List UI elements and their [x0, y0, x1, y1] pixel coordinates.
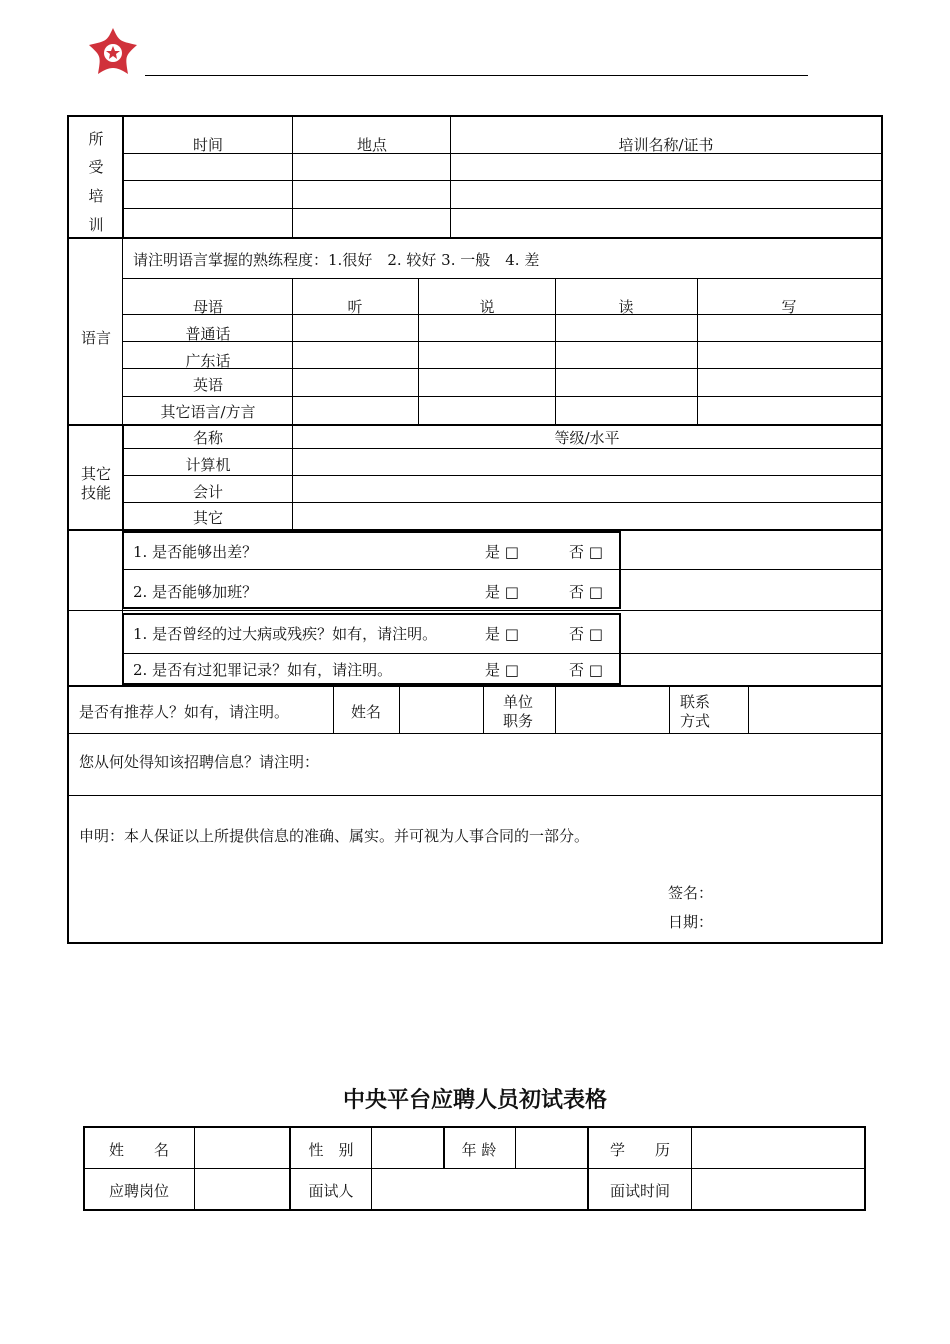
referee-contact-label: 方式	[679, 712, 711, 730]
skills-name-header: 名称	[192, 429, 224, 447]
skills-label: 技能	[80, 484, 112, 502]
skills-row-label: 其它	[192, 509, 224, 527]
interviewer-label: 面试人	[308, 1182, 354, 1200]
skills-row-label: 计算机	[185, 456, 231, 474]
interview-name-label: 姓 名	[108, 1141, 170, 1159]
signature-label: 签名：	[668, 884, 714, 902]
training-label-char: 所	[88, 130, 104, 148]
language-label: 语言	[80, 329, 112, 347]
training-place-header: 地点	[356, 136, 388, 154]
question-text: 2. 是否有过犯罪记录？如有，请注明。	[133, 661, 393, 679]
language-read-header: 读	[618, 298, 634, 316]
training-label-char: 受	[88, 158, 104, 176]
question-yes-checkbox[interactable]: 是 □	[485, 583, 519, 601]
language-row-label: 英语	[192, 376, 224, 394]
question-yes-checkbox[interactable]: 是 □	[485, 625, 519, 643]
language-mother-header: 母语	[192, 298, 224, 316]
interview-position-label: 应聘岗位	[108, 1182, 170, 1200]
language-listen-header: 听	[347, 298, 363, 316]
referee-contact-label: 联系	[679, 693, 711, 711]
training-time-header: 时间	[192, 136, 224, 154]
star-flower-logo-icon	[86, 26, 140, 80]
question-no-checkbox[interactable]: 否 □	[569, 661, 603, 679]
question-no-checkbox[interactable]: 否 □	[569, 625, 603, 643]
question-text: 1. 是否曾经的过大病或残疾？如有，请注明。	[133, 625, 438, 643]
interview-form-title: 中央平台应聘人员初试表格	[342, 1088, 608, 1113]
header-rule	[145, 75, 808, 76]
skills-row-label: 会计	[192, 483, 224, 501]
training-name-header: 培训名称/证书	[618, 136, 714, 154]
date-label: 日期：	[668, 913, 714, 931]
training-label-char: 培	[88, 187, 104, 205]
referee-position-label: 职务	[502, 712, 534, 730]
language-write-header: 写	[781, 298, 797, 316]
referee-unit-label: 单位	[502, 693, 534, 711]
source-label: 您从何处得知该招聘信息？请注明：	[79, 753, 320, 771]
question-no-checkbox[interactable]: 否 □	[569, 543, 603, 561]
language-row-label: 其它语言/方言	[160, 403, 256, 421]
declaration-text: 申明：本人保证以上所提供信息的准确、属实。并可视为人事合同的一部分。	[79, 827, 590, 845]
language-speak-header: 说	[479, 298, 495, 316]
question-text: 2. 是否能够加班？	[133, 583, 258, 601]
referee-label: 是否有推荐人？如有，请注明。	[79, 703, 290, 721]
question-yes-checkbox[interactable]: 是 □	[485, 661, 519, 679]
interview-gender-label: 性 别	[308, 1141, 354, 1159]
language-row-label: 普通话	[185, 325, 231, 343]
referee-name-label: 姓名	[350, 703, 382, 721]
interview-time-label: 面试时间	[609, 1182, 671, 1200]
question-yes-checkbox[interactable]: 是 □	[485, 543, 519, 561]
question-no-checkbox[interactable]: 否 □	[569, 583, 603, 601]
question-text: 1. 是否能够出差？	[133, 543, 258, 561]
interview-education-label: 学 历	[609, 1141, 671, 1159]
training-label-char: 训	[88, 216, 104, 234]
language-row-label: 广东话	[185, 352, 231, 370]
language-instruction: 请注明语言掌握的熟练程度：1.很好 2. 较好 3. 一般 4. 差	[133, 251, 540, 269]
skills-label: 其它	[80, 465, 112, 483]
skills-level-header: 等级/水平	[554, 429, 620, 447]
interview-age-label: 年 龄	[461, 1141, 497, 1159]
